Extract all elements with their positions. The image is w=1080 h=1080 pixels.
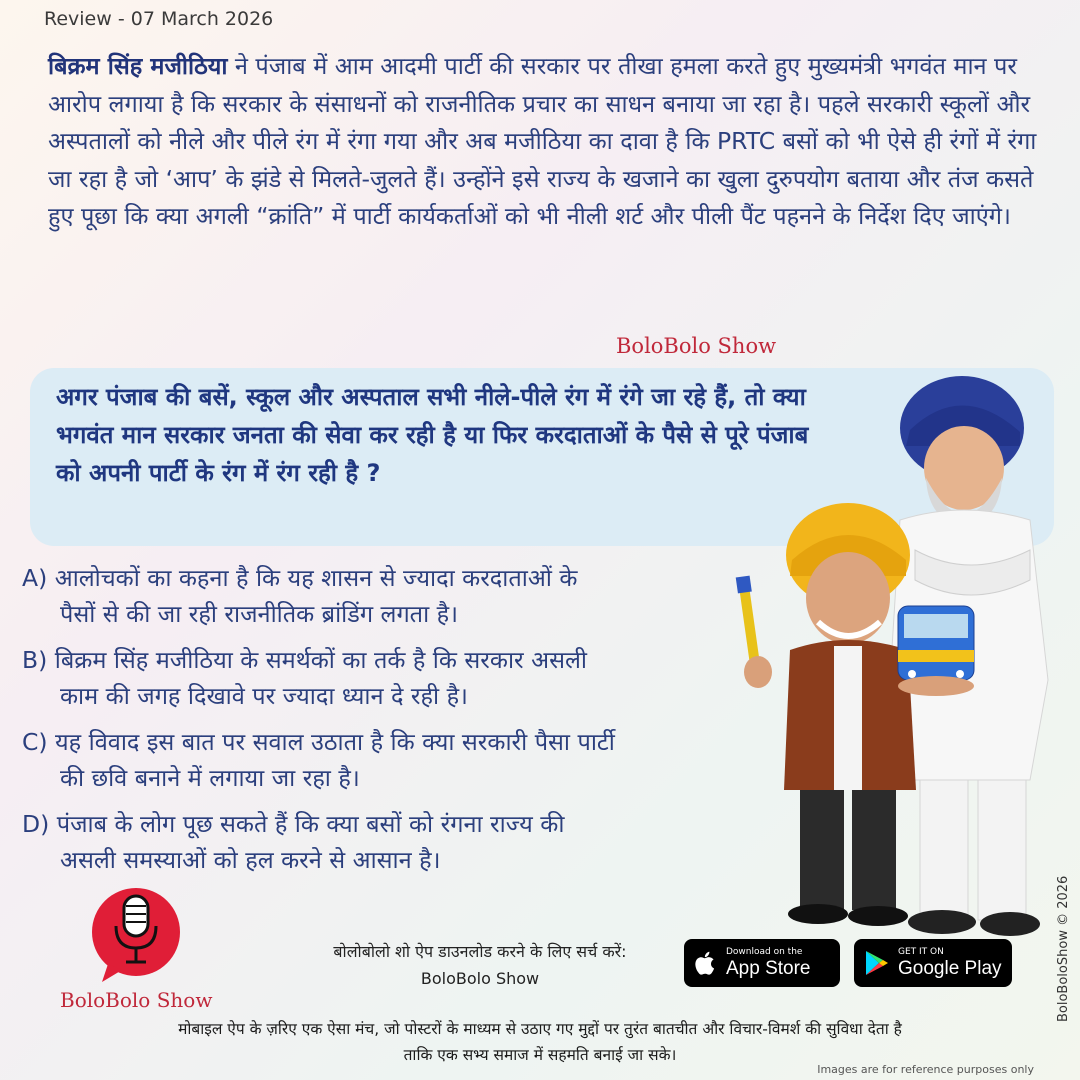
option-d-line2: असली समस्याओं को हल करने से आसान है। [60,846,441,874]
google-play-icon [864,949,890,977]
bolobolo-mic-logo [88,882,184,986]
appstore-small-text: Download on the [726,946,803,957]
option-a-line1: A) आलोचकों का कहना है कि यह शासन से ज्यादा करदाताओं के [22,564,578,592]
question-text: अगर पंजाब की बसें, स्कूल और अस्पताल सभी नीले-पीले रंग में रंगे जा रहे हैं, तो क्या भगवंत मान सरकार जनता की सेवा कर रही है या फिर करदाताओं के पैसे से पूरे पंजाब को अपनी पार्टी के रंग में रंग रही है ? [56,383,809,487]
review-date: Review - 07 March 2026 [44,8,274,30]
gplay-small-text: GET IT ON [898,946,944,957]
article-paragraph [48,48,1048,236]
option-b[interactable] [22,642,742,714]
footer-text [40,1016,1040,1068]
gplay-big-text: Google Play [898,957,1002,979]
appstore-big-text: App Store [726,957,811,979]
disclaimer-text: Images are for reference purposes only [817,1063,1034,1076]
option-b-line2: काम की जगह दिखावे पर ज्यादा ध्यान दे रही है। [60,682,468,710]
options-list [22,560,742,888]
option-a[interactable] [22,560,742,632]
brand-watermark: BoloBolo Show [616,334,777,358]
article-name-bold: बिक्रम सिंह मजीठिया [48,52,228,80]
option-d[interactable] [22,806,742,878]
article-body: ने पंजाब में आम आदमी पार्टी की सरकार पर तीखा हमला करते हुए मुख्यमंत्री भगवंत मान पर आरोप लगाया है कि सरकार के संसाधनों को राजनीतिक प्रचार का साधन बनाया जा रहा है। पहले सरकारी स्कूलों और अस्पतालों को नीले और पीले रंग में रंगा गया और अब मजीठिया का दावा है कि PRTC बसों को भी ऐसे ही रंगों में रंगा जा रहा है जो ‘आप’ के झंडे से मिलते-जुलते हैं। उन्होंने इसे राज्य के खजाने का खुला दुरुपयोग बताया और तंज कसते हुए पूछा कि क्या अगली “क्रांति” में पार्टी कार्यकर्ताओं को भी नीली शर्ट और पीली पैंट पहनने के निर्देश दिए जाएंगे। [48,52,1037,230]
google-play-button[interactable] [854,939,1012,987]
footer-line1: मोबाइल ऐप के ज़रिए एक ऐसा मंच, जो पोस्टरों के माध्यम से उठाए गए मुद्दों पर तुरंत बातचीत और विचार-विमर्श की सुविधा देता है [178,1020,902,1038]
option-c[interactable] [22,724,742,796]
option-a-line2: पैसों से की जा रही राजनीतिक ब्रांडिंग लगता है। [60,600,459,628]
download-instructions [290,938,670,992]
option-b-line1: B) बिक्रम सिंह मजीठिया के समर्थकों का तर्क है कि सरकार असली [22,646,587,674]
brand-logo-text: BoloBolo Show [60,988,213,1012]
caricature-illustration [730,350,1080,940]
option-c-line2: की छवि बनाने में लगाया जा रहा है। [60,764,360,792]
footer-line2: ताकि एक सभ्य समाज में सहमति बनाई जा सके। [403,1046,677,1064]
apple-icon [694,949,718,977]
option-c-line1: C) यह विवाद इस बात पर सवाल उठाता है कि क्या सरकारी पैसा पार्टी [22,728,615,756]
download-line2: BoloBolo Show [420,969,540,988]
copyright-vertical: BoloBoloShow © 2026 [1056,875,1071,1022]
download-line1: बोलोबोलो शो ऐप डाउनलोड करने के लिए सर्च करें: [333,942,627,961]
option-d-line1: D) पंजाब के लोग पूछ सकते हैं कि क्या बसों को रंगना राज्य की [22,810,565,838]
app-store-button[interactable] [684,939,840,987]
